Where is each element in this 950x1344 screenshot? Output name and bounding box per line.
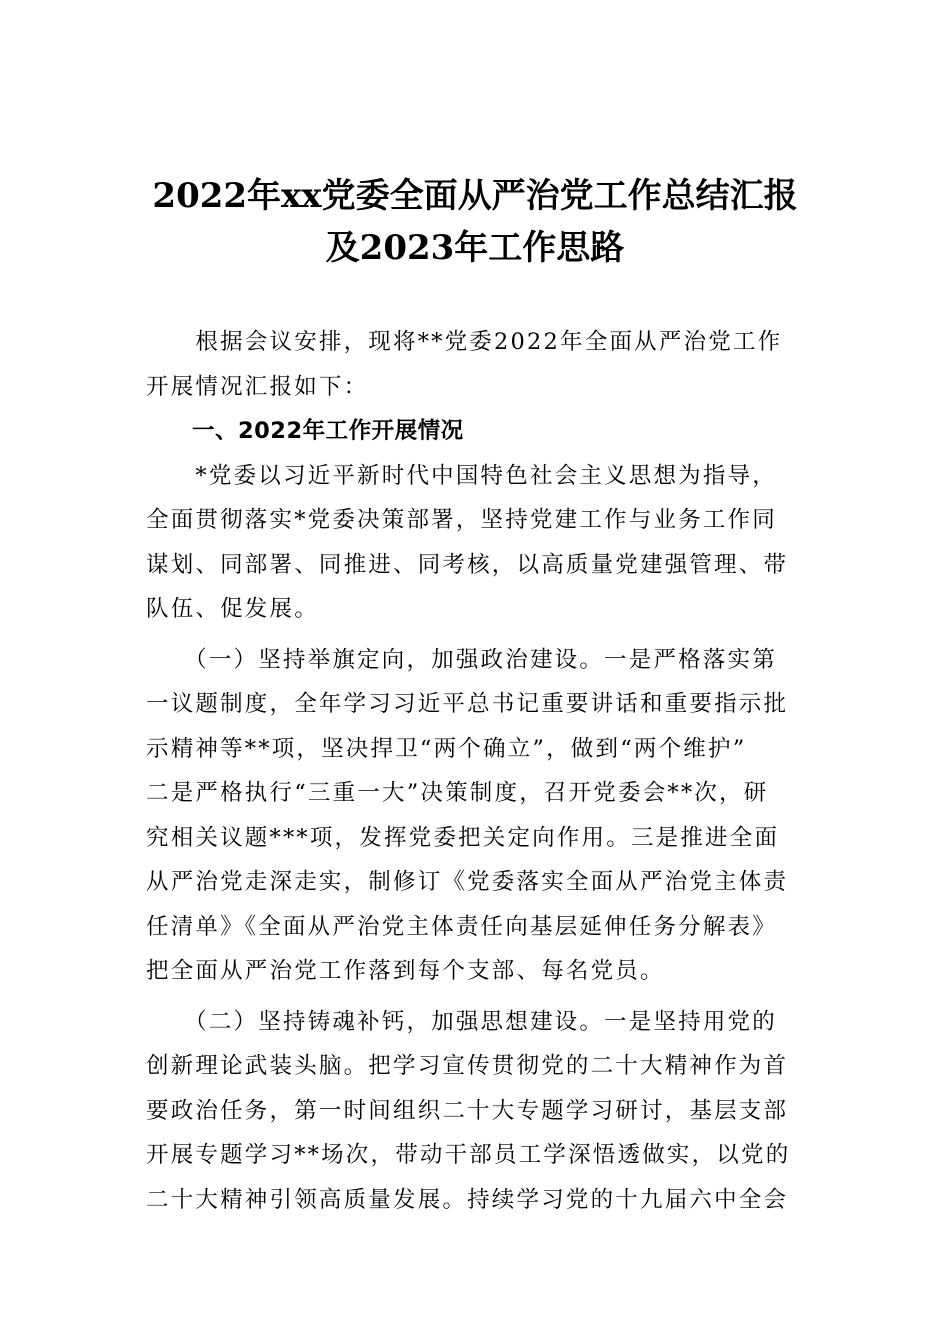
paragraph-line: 队伍、促发展。 xyxy=(146,596,319,622)
paragraph-line: 二十大精神引领高质量发展。持续学习党的十九届六中全会 xyxy=(146,1186,789,1213)
paragraph-line: 全面贯彻落实*党委决策部署，坚持党建工作与业务工作同 xyxy=(146,507,777,533)
title-line-2: 及2023年工作思路 xyxy=(325,228,625,268)
paragraph-line: 创新理论武装头脑。把学习宣传贯彻党的二十大精神作为首 xyxy=(146,1053,789,1079)
section-heading: 一、2022年工作开展情况 xyxy=(146,418,464,444)
intro-line: 开展情况汇报如下： xyxy=(146,373,369,400)
paragraph-line: 究相关议题***项，发挥党委把关定向作用。三是推进全面 xyxy=(146,824,780,851)
title-line-1: 2022年xx党委全面从严治党工作总结汇报 xyxy=(152,176,798,216)
paragraph-line: 二是严格执行“三重一大”决策制度，召开党委会**次，研 xyxy=(146,780,769,806)
paragraph-line: （二）坚持铸魂补钙，加强思想建设。一是坚持用党的 xyxy=(146,1008,777,1035)
paragraph-overview xyxy=(146,454,810,632)
paragraph-line: 任清单》《全面从严治党主体责任向基层延伸任务分解表》 xyxy=(146,913,777,940)
paragraph-line: 从严治党走深走实，制修订《党委落实全面从严治党主体责 xyxy=(146,869,789,895)
paragraph-political-construction xyxy=(146,638,810,994)
paragraph-line: 开展专题学习**场次，带动干部员工学深悟透做实，以党的 xyxy=(146,1142,791,1168)
paragraph-line: 把全面从严治党工作落到每个支部、每名党员。 xyxy=(146,958,665,984)
paragraph-line: *党委以习近平新时代中国特色社会主义思想为指导， xyxy=(146,462,777,489)
paragraph-line: 要政治任务，第一时间组织二十大专题学习研讨，基层支部 xyxy=(146,1097,789,1124)
document-body xyxy=(146,320,810,1222)
paragraph-line: 一议题制度，全年学习习近平总书记重要讲话和重要指示批 xyxy=(146,691,789,717)
paragraph-line: 示精神等**项，坚决捍卫“两个确立”，做到“两个维护” xyxy=(146,735,747,762)
paragraph-line: 谋划、同部署、同推进、同考核，以高质量党建强管理、带 xyxy=(146,551,789,578)
paragraph-line: （一）坚持举旗定向，加强政治建设。一是严格落实第 xyxy=(146,646,777,673)
intro-line: 根据会议安排，现将**党委2022年全面从严治党工作 xyxy=(146,329,783,355)
paragraph-ideological-construction xyxy=(146,1000,810,1223)
intro-paragraph xyxy=(146,320,810,409)
document-title xyxy=(120,170,830,274)
